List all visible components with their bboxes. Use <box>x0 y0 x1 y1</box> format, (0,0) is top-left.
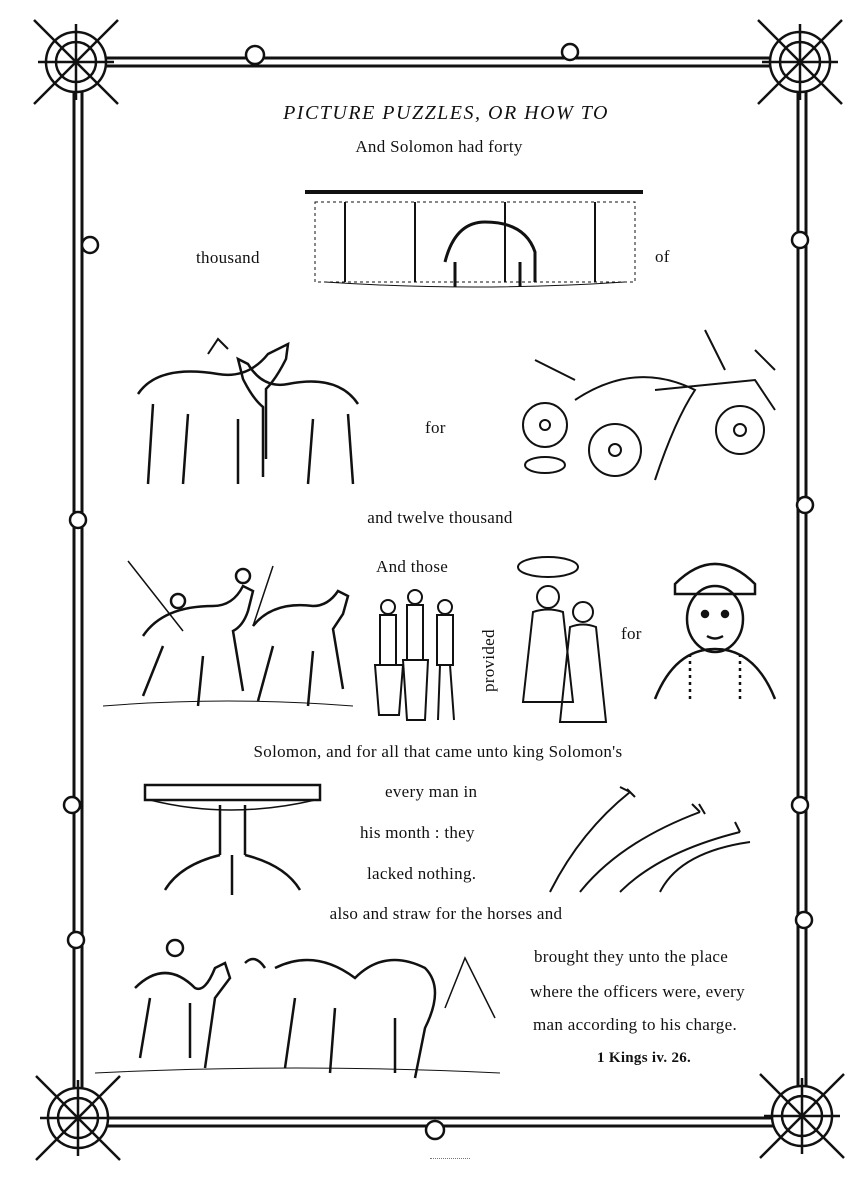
and-those: And those <box>376 557 449 576</box>
brought-line-1: brought they unto the place <box>534 947 729 966</box>
stables-illustration <box>305 172 643 296</box>
every-man: every man in <box>385 782 478 801</box>
lacked-nothing: lacked nothing. <box>367 864 477 883</box>
page-footer-dots <box>430 1158 470 1161</box>
camels-illustration <box>95 928 500 1080</box>
line-twelve-thousand: and twelve thousand <box>367 508 513 527</box>
king-illustration <box>645 544 785 704</box>
officers-illustration <box>370 585 465 725</box>
brought-line-2: where the officers were, every <box>530 982 745 1001</box>
horses-illustration <box>128 324 368 494</box>
line-solomon: Solomon, and for all that came unto king Solomon's <box>253 742 623 761</box>
line-forty: And Solomon had forty <box>355 137 523 156</box>
his-month: his month : they <box>360 823 475 842</box>
horsemen-illustration <box>103 556 353 718</box>
word-of: of <box>655 247 670 266</box>
brought-line-3: man according to his charge. <box>533 1015 737 1034</box>
chariots-illustration <box>505 320 783 496</box>
scripture-reference: 1 Kings iv. 26. <box>597 1050 692 1066</box>
barley-illustration <box>540 772 754 894</box>
page-title: PICTURE PUZZLES, OR HOW TO <box>283 102 609 124</box>
also-straw-line: also and straw for the horses and <box>329 904 563 923</box>
word-provided: provided <box>479 629 498 692</box>
women-illustration <box>508 552 616 730</box>
table-illustration <box>140 770 325 898</box>
word-for-2: for <box>621 624 642 643</box>
word-thousand: thousand <box>196 248 260 267</box>
word-for-1: for <box>425 418 446 437</box>
